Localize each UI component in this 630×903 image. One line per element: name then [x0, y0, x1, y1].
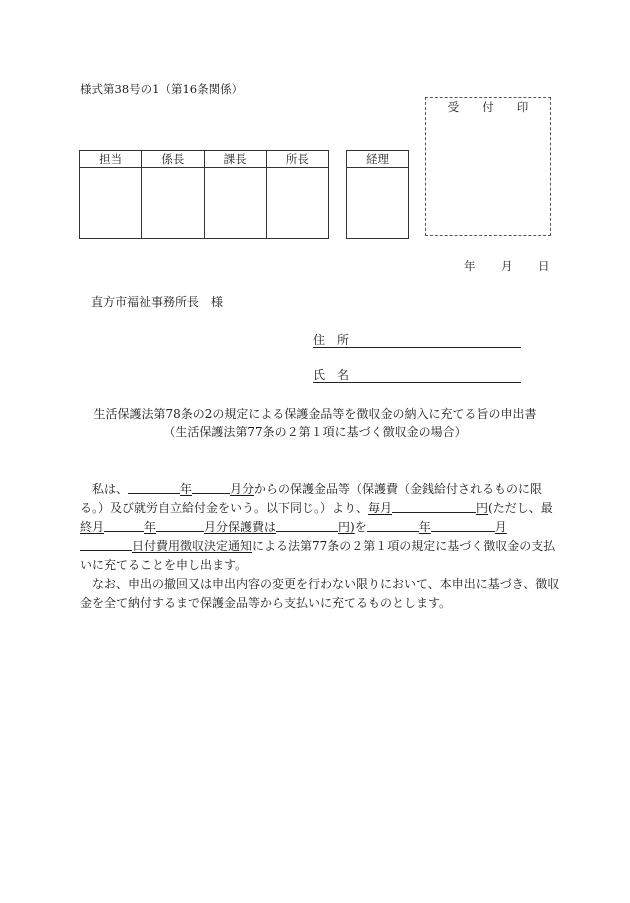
body-line-2: る。）及び就労自立給付金をいう。以下同じ。）より、毎月 円(ただし、最 — [80, 501, 553, 515]
receipt-stamp-box — [425, 97, 551, 236]
approval-header-shocho: 所長 — [266, 151, 328, 168]
approval-cell — [80, 168, 142, 239]
body-line-6: なお、申出の撤回又は申出内容の変更を行わない限りにおいて、本申出に基づき、徴収 — [92, 577, 560, 591]
approval-cell — [204, 168, 266, 239]
date-day-label: 日 — [538, 259, 550, 273]
name-label: 氏 名 — [313, 368, 350, 382]
approval-header-tanto: 担当 — [80, 151, 142, 168]
approval-header-keiri: 経理 — [347, 151, 409, 168]
start-year-blank[interactable] — [128, 481, 180, 494]
address-field[interactable] — [313, 334, 521, 348]
monthly-amount-blank[interactable] — [392, 500, 476, 513]
body-paragraph-1 — [80, 480, 560, 613]
final-month-blank[interactable] — [156, 519, 204, 532]
approval-cell — [142, 168, 204, 239]
accounting-stamp-table — [346, 150, 409, 239]
body-line-3: 終月 年 月分保護費は 円)を 年 月 — [80, 520, 507, 534]
addressee: 直方市福祉事務所長 様 — [91, 295, 224, 309]
approval-stamp-table — [79, 150, 329, 239]
name-field[interactable] — [313, 369, 521, 383]
final-year-blank[interactable] — [104, 519, 144, 532]
receipt-stamp-label: 受 付 印 — [447, 100, 529, 114]
date-month-label: 月 — [501, 259, 513, 273]
body-line-4: 日付費用徴収決定通知による法第77条の２第１項の規定に基づく徴収金の支払 — [80, 537, 550, 556]
approval-header-kakaricho: 係長 — [142, 151, 204, 168]
final-amount-blank[interactable] — [276, 519, 338, 532]
address-label: 住 所 — [313, 333, 350, 347]
approval-cell — [266, 168, 328, 239]
document-subtitle: （生活保護法第77条の２第１項に基づく徴収金の場合） — [163, 425, 467, 439]
body-line-1: 私は、 年 月分からの保護金品等（保護費（金銭給付されるものに限 — [92, 482, 543, 496]
notice-year-blank[interactable] — [367, 519, 419, 532]
start-month-blank[interactable] — [192, 481, 230, 494]
document-title: 生活保護法第78条の2の規定による保護金品等を徴収金の納入に充てる旨の申出書 — [93, 407, 537, 421]
approval-cell — [347, 168, 409, 239]
approval-header-kacho: 課長 — [204, 151, 266, 168]
notice-day-blank[interactable] — [80, 538, 132, 551]
form-number: 様式第38号の1（第16条関係） — [80, 82, 244, 96]
notice-month-blank[interactable] — [431, 519, 495, 532]
body-line-7: 金を全て納付するまで保護金品等から支払いに充てるものとします。 — [80, 596, 452, 610]
body-line-5: いに充てることを申し出ます。 — [80, 558, 248, 572]
date-year-label: 年 — [464, 259, 476, 273]
